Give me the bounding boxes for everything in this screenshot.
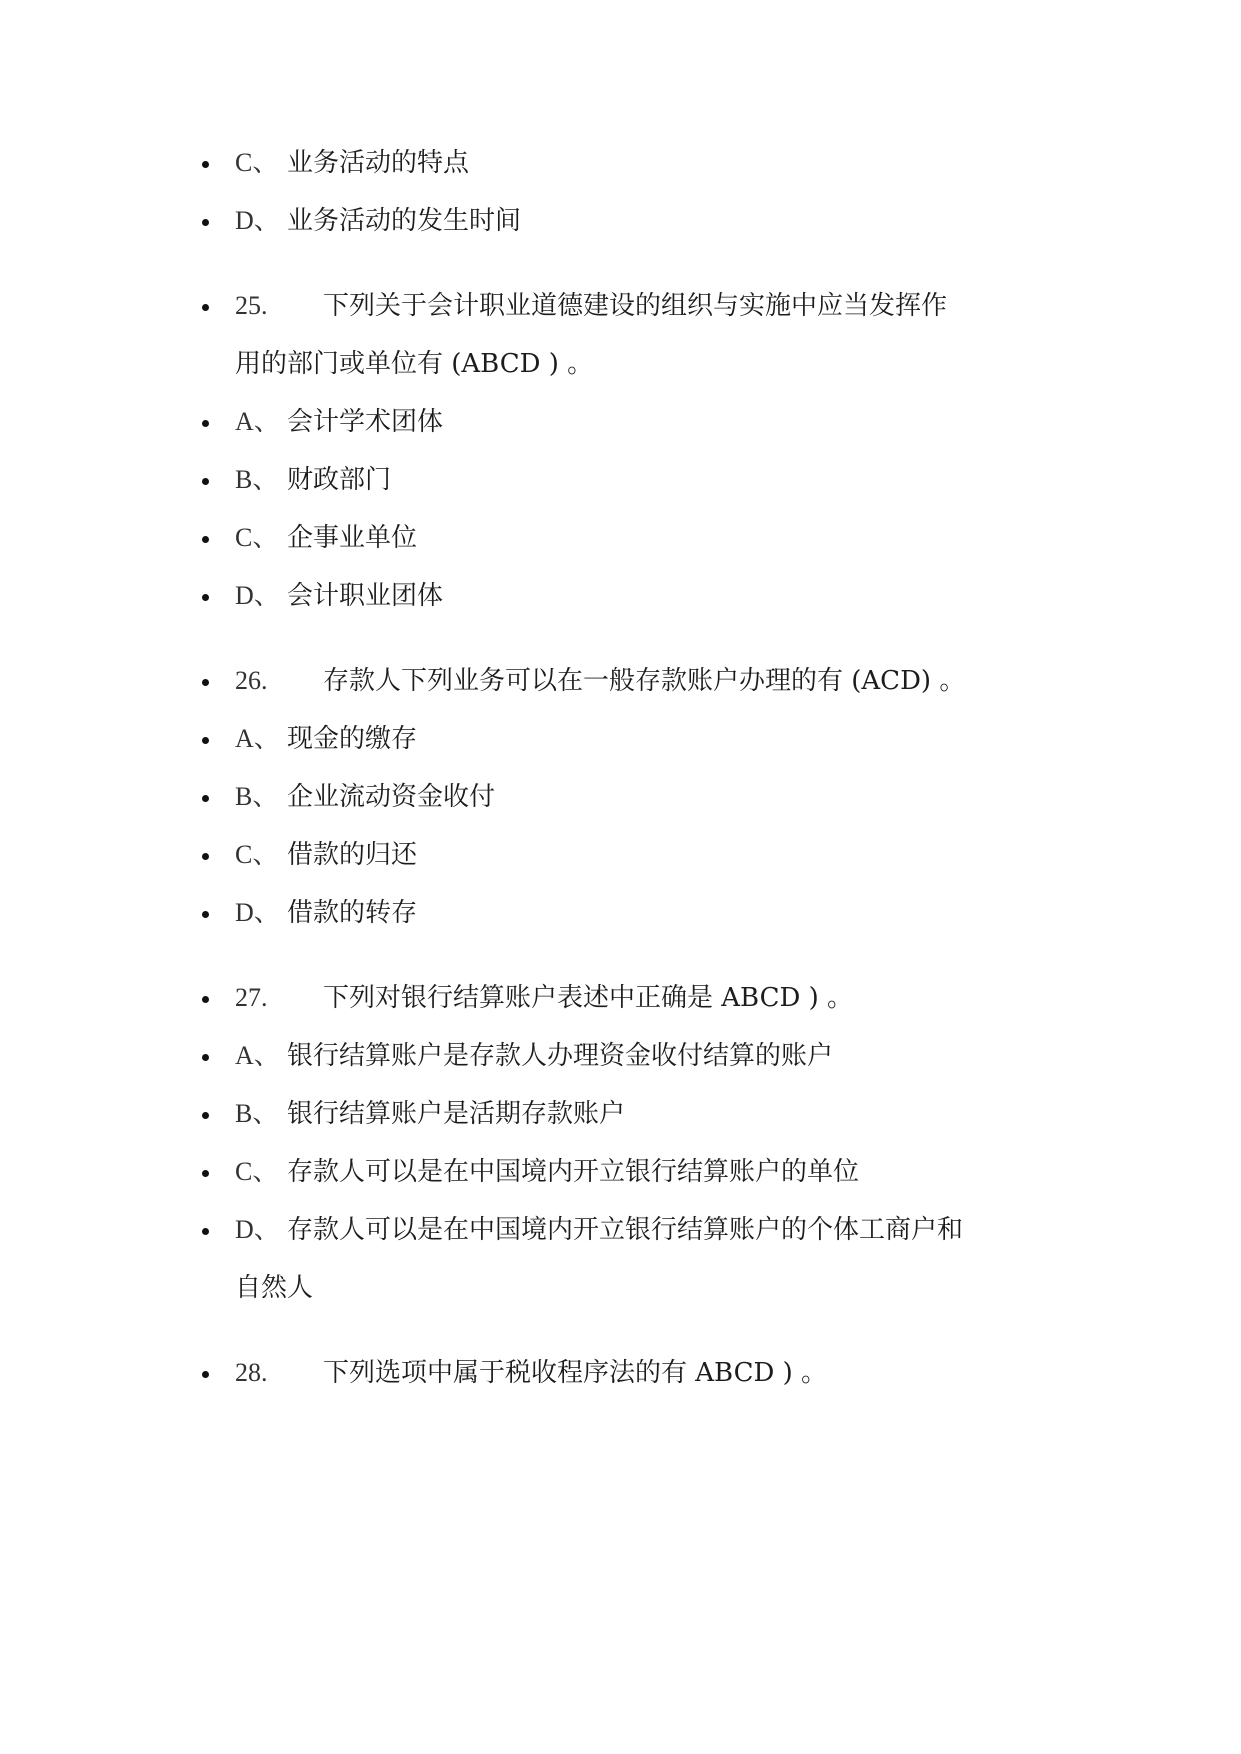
option-label: C、	[235, 523, 279, 552]
option-label: C、	[235, 148, 279, 177]
option-item	[235, 393, 1241, 451]
option-text: 存款人可以是在中国境内开立银行结算账户的单位	[287, 1157, 860, 1187]
bullet-icon	[202, 1170, 209, 1177]
bullet-icon	[202, 420, 209, 427]
option-text: 会计学术团体	[287, 407, 444, 437]
bullet-icon	[202, 1228, 209, 1235]
bullet-icon	[202, 1054, 209, 1061]
option-item	[235, 768, 1241, 826]
bullet-icon	[202, 478, 209, 485]
option-label: D、	[235, 1215, 280, 1244]
question-text: 下列选项中属于税收程序法的有 ABCD ) 。	[323, 1358, 828, 1388]
question-number: 27.	[235, 983, 268, 1012]
option-item	[235, 451, 1241, 509]
option-text: 借款的转存	[287, 898, 418, 928]
option-item	[235, 1085, 1241, 1143]
option-label: A、	[235, 724, 280, 753]
question-text: 下列对银行结算账户表述中正确是 ABCD ) 。	[323, 983, 854, 1013]
question-text-continued: 用的部门或单位有 (ABCD ) 。	[235, 349, 594, 379]
option-item	[235, 192, 1241, 250]
option-text: 银行结算账户是存款人办理资金收付结算的账户	[287, 1041, 834, 1071]
bullet-icon	[202, 853, 209, 860]
question-item	[235, 1344, 1241, 1402]
option-item	[235, 710, 1241, 768]
question-number: 26.	[235, 666, 268, 695]
option-text-continued: 自然人	[235, 1273, 314, 1303]
option-label: D、	[235, 581, 280, 610]
option-label: D、	[235, 206, 280, 235]
option-item	[235, 1143, 1241, 1201]
question-item	[235, 969, 1241, 1027]
option-label: A、	[235, 407, 280, 436]
option-text: 业务活动的特点	[287, 148, 470, 178]
option-item	[235, 567, 1241, 625]
question-number: 25.	[235, 291, 268, 320]
question-number: 28.	[235, 1358, 268, 1387]
bullet-icon	[202, 161, 209, 168]
option-text: 现金的缴存	[287, 724, 418, 754]
question-item	[235, 652, 1241, 710]
question-item	[235, 277, 1241, 393]
bullet-icon	[202, 1112, 209, 1119]
option-label: B、	[235, 465, 279, 494]
option-item	[235, 826, 1241, 884]
option-text: 银行结算账户是活期存款账户	[287, 1099, 626, 1129]
option-text: 存款人可以是在中国境内开立银行结算账户的个体工商户和	[287, 1215, 964, 1245]
option-label: C、	[235, 840, 279, 869]
option-text: 业务活动的发生时间	[287, 206, 522, 236]
question-text: 存款人下列业务可以在一般存款账户办理的有 (ACD) 。	[323, 666, 966, 696]
bullet-icon	[202, 536, 209, 543]
bullet-icon	[202, 737, 209, 744]
bullet-icon	[202, 795, 209, 802]
option-label: B、	[235, 782, 279, 811]
option-item	[235, 1027, 1241, 1085]
option-item	[235, 134, 1241, 192]
option-item	[235, 509, 1241, 567]
question-text: 下列关于会计职业道德建设的组织与实施中应当发挥作	[323, 291, 948, 321]
bullet-icon	[202, 911, 209, 918]
option-label: A、	[235, 1041, 280, 1070]
option-text: 借款的归还	[287, 840, 418, 870]
bullet-icon	[202, 304, 209, 311]
bullet-icon	[202, 679, 209, 686]
bullet-icon	[202, 594, 209, 601]
option-text: 企事业单位	[287, 523, 418, 553]
bullet-icon	[202, 1371, 209, 1378]
option-item	[235, 1201, 1241, 1317]
option-text: 会计职业团体	[287, 581, 444, 611]
bullet-icon	[202, 996, 209, 1003]
bullet-icon	[202, 219, 209, 226]
option-item	[235, 884, 1241, 942]
option-label: D、	[235, 898, 280, 927]
option-label: B、	[235, 1099, 279, 1128]
option-label: C、	[235, 1157, 279, 1186]
option-text: 企业流动资金收付	[287, 782, 496, 812]
option-text: 财政部门	[287, 465, 392, 495]
